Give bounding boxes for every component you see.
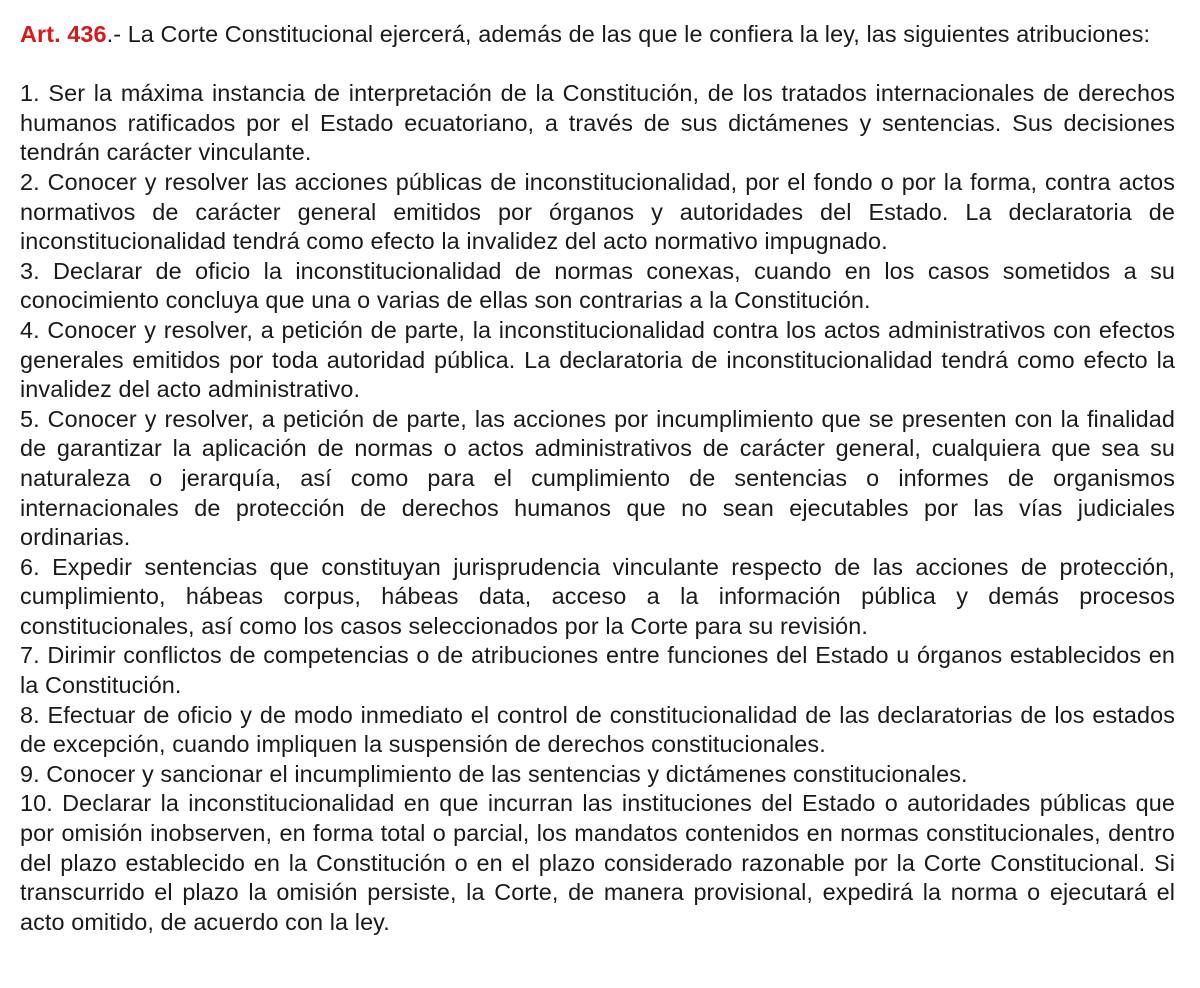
attributions-list [20,79,1175,937]
article-intro-text: .- La Corte Constitucional ejercerá, además de las que le confiera la ley, las siguientes atribuciones: [106,21,1151,47]
list-item: 2. Conocer y resolver las acciones públicas de inconstitucionalidad, por el fondo o por la forma, contra actos normativos de carácter general emitidos por órganos y autoridades del Estado. La declaratoria de inconstitucionalidad tendrá como efecto la invalidez del acto normativo impugnado. [20,168,1175,255]
list-item: 6. Expedir sentencias que constituyan jurisprudencia vinculante respecto de las acciones de protección, cumplimiento, hábeas corpus, hábeas data, acceso a la información pública y demás procesos constitucionales, así como los casos seleccionados por la Corte para su revisión. [20,553,1175,639]
list-item: 1. Ser la máxima instancia de interpretación de la Constitución, de los tratados internacionales de derechos humanos ratificados por el Estado ecuatoriano, a través de sus dictámenes y sentencias. Sus decisiones tendrán carácter vinculante. [20,80,1175,166]
list-item: 8. Efectuar de oficio y de modo inmediato el control de constitucionalidad de las declaratorias de los estados de excepción, cuando impliquen la suspensión de derechos constitucionales. [20,701,1175,758]
list-item: 4. Conocer y resolver, a petición de parte, la inconstitucionalidad contra los actos administrativos con efectos generales emitidos por toda autoridad pública. La declaratoria de inconstitucionalidad tendrá como efecto la invalidez del acto administrativo. [20,316,1175,403]
list-item: 10. Declarar la inconstitucionalidad en que incurran las instituciones del Estado o autoridades públicas que por omisión inobserven, en forma total o parcial, los mandatos contenidos en normas constitucionales, dentro del plazo establecido en la Constitución o en el plazo considerado razonable por la Corte Constitucional. Si transcurrido el plazo la omisión persiste, la Corte, de manera provisional, expedirá la norma o ejecutará el acto omitido, de acuerdo con la ley. [20,790,1175,935]
list-item: 9. Conocer y sancionar el incumplimiento de las sentencias y dictámenes constitucionales. [20,760,968,787]
article-number: Art. 436 [20,21,107,47]
list-item: 3. Declarar de oficio la inconstitucionalidad de normas conexas, cuando en los casos sometidos a su conocimiento concluya que una o varias de ellas son contrarias a la Constitución. [20,257,1175,314]
article-intro [20,20,1175,50]
document-body [20,20,1175,937]
list-item: 5. Conocer y resolver, a petición de parte, las acciones por incumplimiento que se presenten con la finalidad de garantizar la aplicación de normas o actos administrativos de carácter general, cualquiera que sea su naturaleza o jerarquía, así como para el cumplimiento de sentencias o informes de organismos internacionales de protección de derechos humanos que no sean ejecutables por las vías judiciales ordinarias. [20,405,1175,551]
list-item: 7. Dirimir conflictos de competencias o de atribuciones entre funciones del Estado u órganos establecidos en la Constitución. [20,642,1175,699]
